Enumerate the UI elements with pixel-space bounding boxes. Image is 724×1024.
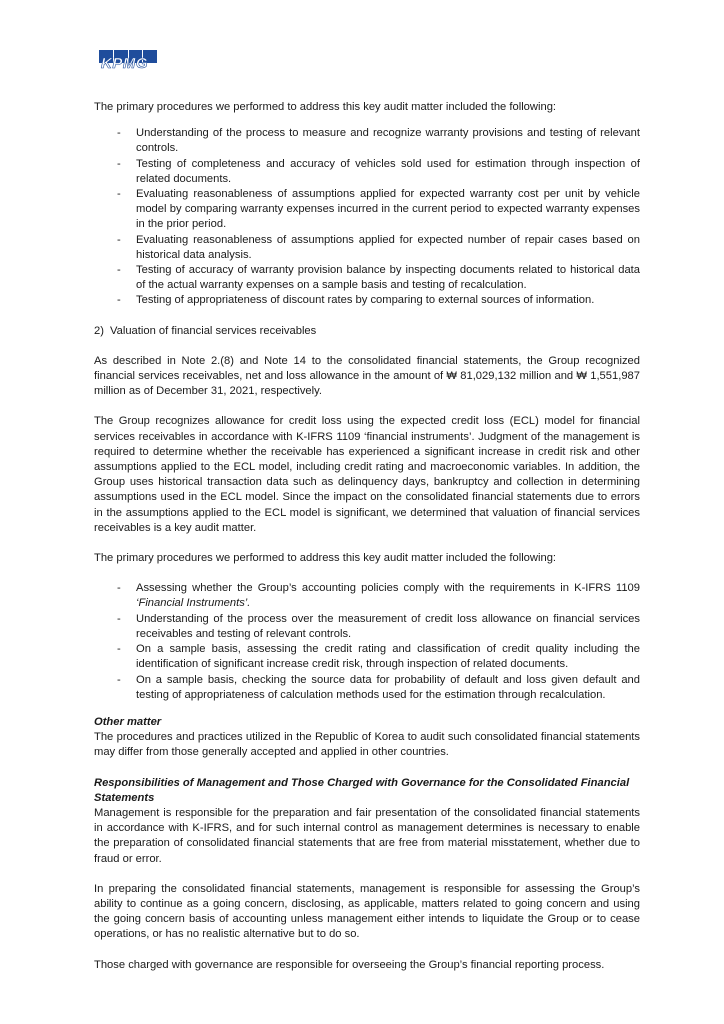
list-item: - Evaluating reasonableness of assumptions applied for expected number of repair cases based on historical data analysis. <box>136 233 640 263</box>
list-item: - On a sample basis, checking the source data for probability of default and loss given default and testing of appropriateness of calculation methods used for the estimation through recalculation. <box>136 673 640 703</box>
receivables-procedures-list <box>94 581 640 703</box>
list-item: - On a sample basis, assessing the credit rating and classification of credit quality including the identification of significant increase credit risk, through inspection of related documents. <box>136 642 640 672</box>
other-matter-text: The procedures and practices utilized in the Republic of Korea to audit such consolidated financial statements may differ from those generally accepted and applied in other countries. <box>94 731 640 759</box>
section-number: 2) <box>94 324 104 337</box>
report-body <box>94 100 640 973</box>
list-item: - Testing of appropriateness of discount rates by comparing to external sources of information. <box>136 293 640 308</box>
kpmg-logo-text: KPMG <box>101 55 148 72</box>
section-2-heading <box>94 324 640 339</box>
list-item-italic: ‘Financial Instruments’. <box>136 597 251 610</box>
responsibilities-heading: Responsibilities of Management and Those Charged with Governance for the Consolidated Financial Statements <box>94 776 630 804</box>
list-item <box>136 581 640 611</box>
note-paragraph: As described in Note 2.(8) and Note 14 to the consolidated financial statements, the Group recognized financial services receivables, net and loss allowance in the amount of ₩ 81,029,132 million and ₩ 1,551,987 million as of December 31, 2021, respectively. <box>94 354 640 398</box>
list-item: - Understanding of the process to measure and recognize warranty provisions and testing of relevant controls. <box>136 126 640 156</box>
ecl-paragraph: The Group recognizes allowance for credit loss using the expected credit loss (ECL) model for financial services receivables in accordance with K-IFRS 1109 ‘financial instruments’. Judgment of the management is required to determine whether the receivable has experienced a significant increase in credit risk and other assumptions applied to the ECL model, including credit rating and macroeconomic variables. In addition, the Group uses historical transaction data such as delinquency days, bankruptcy and collection in determining assumptions used in the ECL model. Since the impact on the consolidated financial statements due to errors in the assumptions applied to the ECL model is significant, we determined that valuation of financial services receivables is a key audit matter. <box>94 415 640 534</box>
kpmg-logo <box>99 50 157 72</box>
other-matter-heading: Other matter <box>94 715 162 728</box>
procedures-intro-2: The primary procedures we performed to address this key audit matter included the following: <box>94 552 557 565</box>
responsibilities-para-3: Those charged with governance are responsible for overseeing the Group’s financial reporting process. <box>94 958 605 971</box>
responsibilities-para-2: In preparing the consolidated financial statements, management is responsible for assessing the Group’s ability to continue as a going concern, disclosing, as applicable, matters related to going concern and using the going concern basis of accounting unless management either intends to liquidate the Group or to cease operations, or has no realistic alternative but to do so. <box>94 882 640 941</box>
procedures-intro-1: The primary procedures we performed to address this key audit matter included the following: <box>94 101 557 113</box>
section-title: Valuation of financial services receivables <box>110 324 317 337</box>
list-item: - Evaluating reasonableness of assumptions applied for expected warranty cost per unit by vehicle model by comparing warranty expenses incurred in the current period to expected warranty expenses in the prior period. <box>136 187 640 233</box>
list-item: - Understanding of the process over the measurement of credit loss allowance on financial services receivables and testing of relevant controls. <box>136 612 640 642</box>
list-item: - Testing of completeness and accuracy of vehicles sold used for estimation through inspection of related documents. <box>136 157 640 187</box>
warranty-procedures-list <box>94 126 640 308</box>
list-item-text: Assessing whether the Group’s accounting policies comply with the requirements in K-IFRS 1109 <box>136 582 640 595</box>
list-item: - Testing of accuracy of warranty provision balance by inspecting documents related to historical data of the actual warranty expenses on a sample basis and testing of recalculation. <box>136 263 640 293</box>
responsibilities-para-1: Management is responsible for the preparation and fair presentation of the consolidated financial statements in accordance with K-IFRS, and for such internal control as management determines is necessary to enable the preparation of consolidated financial statements that are free from material misstatement, whether due to fraud or error. <box>94 806 640 865</box>
